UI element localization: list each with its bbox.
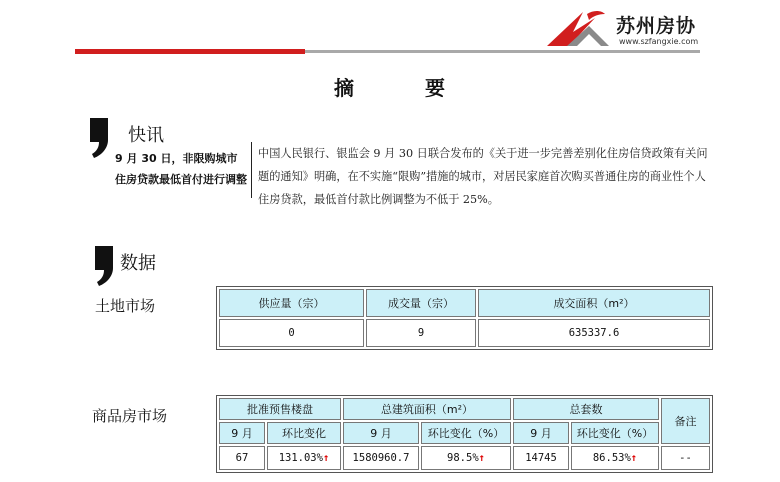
housing-sub-change-2: 环比变化（%） xyxy=(421,422,511,444)
land-value-deals: 9 xyxy=(366,319,476,347)
housing-value-presale: 67 xyxy=(219,446,265,470)
comma-quote-icon xyxy=(93,246,115,286)
housing-group-area: 总建筑面积（m²） xyxy=(343,398,511,420)
header-rule-grey xyxy=(305,50,700,53)
up-arrow-icon: ↑ xyxy=(478,452,485,464)
up-arrow-icon: ↑ xyxy=(630,452,638,464)
table-row xyxy=(219,319,710,347)
table-header-row xyxy=(219,398,710,420)
land-header-deals: 成交量（宗） xyxy=(366,289,476,317)
logo-mark-icon xyxy=(543,8,615,48)
brand-url: www.szfangxie.com xyxy=(619,37,699,46)
housing-sub-month-3: 9 月 xyxy=(513,422,569,444)
housing-value-area: 1580960.7 xyxy=(343,446,419,470)
housing-sub-month-2: 9 月 xyxy=(343,422,419,444)
news-divider xyxy=(251,142,252,198)
brand-name: 苏州房协 xyxy=(616,15,697,37)
housing-sub-change-1: 环比变化 xyxy=(267,422,341,444)
comma-quote-icon xyxy=(88,118,110,158)
housing-group-units: 总套数 xyxy=(513,398,659,420)
page-title xyxy=(0,72,780,101)
news-headline: 9 月 30 日，非限购城市住房贷款最低首付进行调整 xyxy=(115,152,247,186)
housing-value-area-change: 98.5%↑ xyxy=(421,446,511,470)
housing-market-label: 商品房市场 xyxy=(92,407,168,425)
housing-value-notes: -- xyxy=(661,446,710,470)
header-rule-red xyxy=(75,49,305,54)
housing-group-presale: 批准预售楼盘 xyxy=(219,398,341,420)
housing-value-units-change: 86.53%↑ xyxy=(571,446,659,470)
table-subheader-row xyxy=(219,422,710,444)
logo xyxy=(543,8,718,48)
housing-group-notes: 备注 xyxy=(661,398,710,444)
up-arrow-icon: ↑ xyxy=(322,452,330,464)
page-title-left: 摘 xyxy=(334,76,355,100)
housing-market-table xyxy=(216,395,713,473)
data-section-title: 数据 xyxy=(120,253,156,274)
land-value-supply: 0 xyxy=(219,319,364,347)
news-section-title: 快讯 xyxy=(128,125,164,146)
page-title-right: 要 xyxy=(425,76,446,100)
land-header-supply: 供应量（宗） xyxy=(219,289,364,317)
housing-sub-month-1: 9 月 xyxy=(219,422,265,444)
land-market-table xyxy=(216,286,713,350)
table-row xyxy=(219,446,710,470)
land-market-label: 土地市场 xyxy=(95,297,156,315)
housing-value-units: 14745 xyxy=(513,446,569,470)
housing-value-presale-change: 131.03%↑ xyxy=(267,446,341,470)
land-value-area: 635337.6 xyxy=(478,319,710,347)
land-header-area: 成交面积（m²） xyxy=(478,289,710,317)
table-header-row xyxy=(219,289,710,317)
news-body: 中国人民银行、银监会 9 月 30 日联合发布的《关于进一步完善差别化住房信贷政策有关问题的通知》明确，在不实施“限购”措施的城市，对居民家庭首次购买普通住房的商业性个人住房贷款，最低首付款比例调整为不低于 25%。 xyxy=(258,147,708,206)
housing-sub-change-3: 环比变化（%） xyxy=(571,422,659,444)
